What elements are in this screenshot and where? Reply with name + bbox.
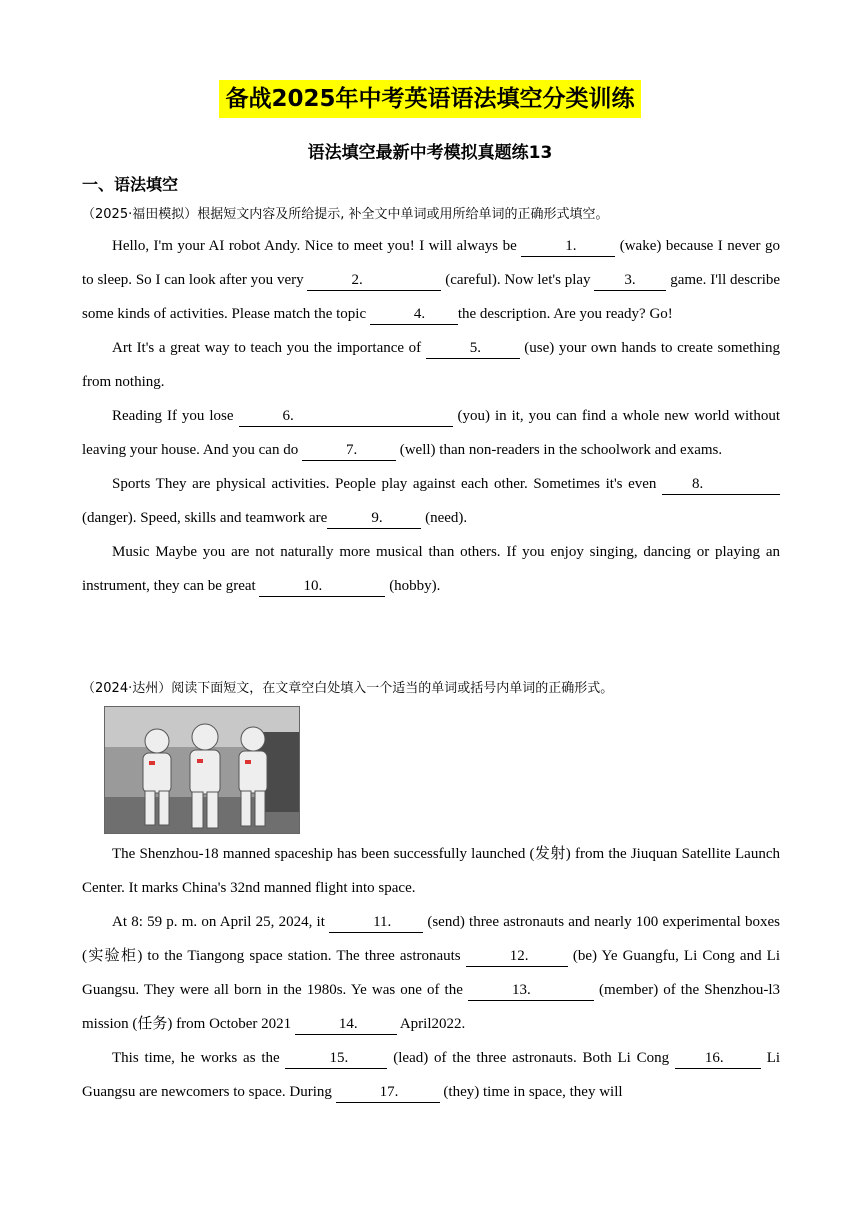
blank-10[interactable]: 10. bbox=[259, 576, 385, 597]
blank-4[interactable]: 4. bbox=[370, 304, 458, 325]
page-title: 备战2025年中考英语语法填空分类训练 bbox=[219, 80, 640, 118]
paragraph: Reading If you lose 6. (you) in it, you can find a whole new world without leaving your house. And you can do 7. (well) than non-readers in the schoolwork and exams. bbox=[82, 399, 780, 467]
paragraph: At 8: 59 p. m. on April 25, 2024, it 11. (send) three astronauts and nearly 100 experimental boxes (实验柜) to the Tiangong space station. The three astronauts 12. (be) Ye Guangfu, Li Cong and Li Guangsu. They were all born in the 1980s. Ye was one of the 13. (member) of the Shenzhou-l3 mission (任务) from October 2021 14. April2022. bbox=[82, 905, 780, 1041]
blank-17[interactable]: 17. bbox=[336, 1082, 440, 1103]
astronauts-photo bbox=[104, 706, 300, 834]
blank-11[interactable]: 11. bbox=[329, 912, 423, 933]
paragraph: Sports They are physical activities. People play against each other. Sometimes it's even 8. (danger). Speed, skills and teamwork are 9. (need). bbox=[82, 467, 780, 535]
passage1-source: （2025·福田模拟）根据短文内容及所给提示, 补全文中单词或用所给单词的正确形式填空。 bbox=[82, 207, 609, 222]
blank-6[interactable]: 6. bbox=[239, 406, 453, 427]
passage2-text bbox=[82, 837, 780, 1109]
blank-12[interactable]: 12. bbox=[466, 946, 568, 967]
blank-8[interactable]: 8. bbox=[662, 474, 780, 495]
paragraph: The Shenzhou-18 manned spaceship has been successfully launched (发射) from the Jiuquan Satellite Launch Center. It marks China's 32nd manned flight into space. bbox=[82, 846, 780, 896]
astronauts-image-icon bbox=[105, 707, 299, 833]
paragraph: This time, he works as the 15. (lead) of the three astronauts. Both Li Cong 16. Li Guangsu are newcomers to space. During 17. (they) time in space, they will bbox=[82, 1041, 780, 1109]
blank-5[interactable]: 5. bbox=[426, 338, 520, 359]
blank-2[interactable]: 2. bbox=[307, 270, 441, 291]
paragraph: Art It's a great way to teach you the importance of 5. (use) your own hands to create something from nothing. bbox=[82, 340, 780, 390]
blank-16[interactable]: 16. bbox=[675, 1048, 761, 1069]
blank-9[interactable]: 9. bbox=[327, 508, 421, 529]
blank-14[interactable]: 14. bbox=[295, 1014, 397, 1035]
blank-15[interactable]: 15. bbox=[285, 1048, 387, 1069]
passage1-text bbox=[82, 229, 780, 603]
paragraph: Hello, I'm your AI robot Andy. Nice to meet you! I will always be 1. (wake) because I never go to sleep. So I can look after you very 2. (careful). Now let's play 3. game. I'll describe some kinds of activities. Please match the topic 4. the description. Are you ready? Go! bbox=[82, 229, 780, 331]
blank-1[interactable]: 1. bbox=[521, 236, 615, 257]
blank-13[interactable]: 13. bbox=[468, 980, 594, 1001]
passage2-source: （2024·达州）阅读下面短文，在文章空白处填入一个适当的单词或括号内单词的正确形式。 bbox=[82, 681, 614, 696]
blank-3[interactable]: 3. bbox=[594, 270, 666, 291]
section-heading: 一、语法填空 bbox=[82, 175, 179, 194]
blank-7[interactable]: 7. bbox=[302, 440, 396, 461]
paragraph: Music Maybe you are not naturally more musical than others. If you enjoy singing, dancing or playing an instrument, they can be great 10. (hobby). bbox=[82, 535, 780, 603]
page-subtitle: 语法填空最新中考模拟真题练13 bbox=[307, 143, 553, 163]
